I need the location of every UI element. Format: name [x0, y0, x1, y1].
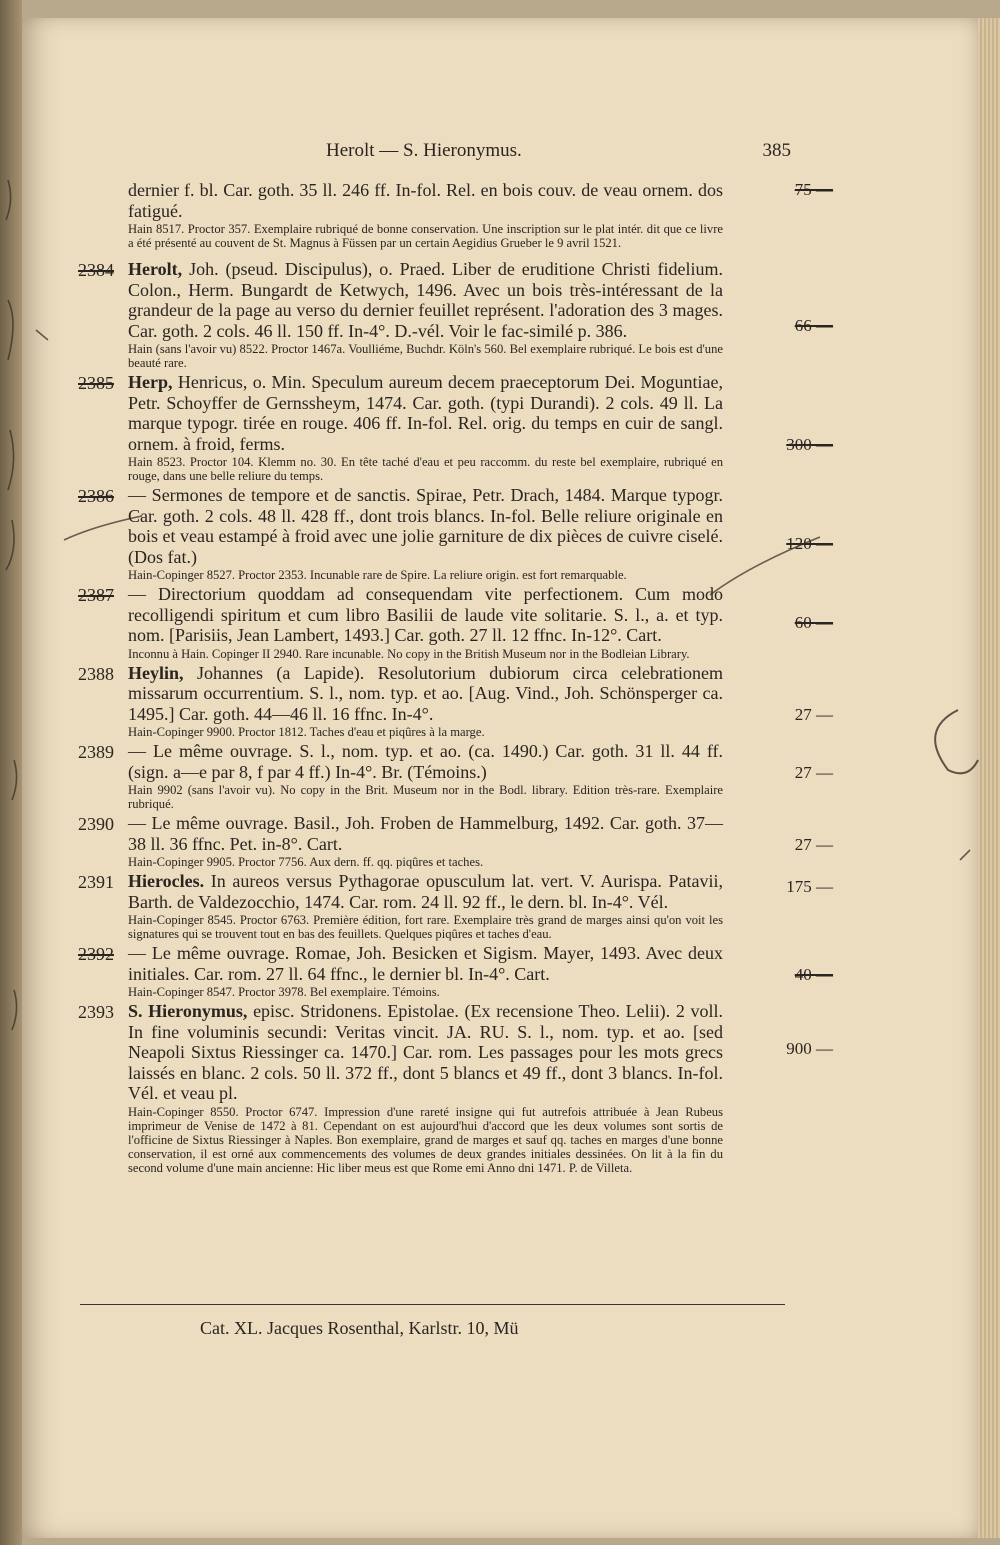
- entry-note: Hain-Copinger 9905. Proctor 7756. Aux dern. ff. qq. piqûres et taches.: [128, 855, 484, 869]
- entry-number: 2388: [78, 663, 114, 684]
- entry-text: — Le même ouvrage. Basil., Joh. Froben de Hammelburg, 1492. Car. goth. 37—38 ll. 36 ffnc. Pet. in-8°. Cart.: [128, 813, 723, 854]
- entry-text: dernier f. bl. Car. goth. 35 ll. 246 ff. In-fol. Rel. en bois couv. de veau ornem. dos fatigué.: [128, 180, 723, 221]
- entry-number: 2385: [78, 373, 114, 393]
- entry-price: 900 —: [786, 1038, 833, 1058]
- entry-note: Hain 8517. Proctor 357. Exemplaire rubriqué de bonne conservation. Une inscription sur le plat intér. dit que ce livre a été présenté au couvent de St. Magnus à Füssen par un certain Aegidius Grueber le 9 avril 1521.: [128, 222, 723, 250]
- book-gutter: [0, 0, 22, 1545]
- page-footer: Cat. XL. Jacques Rosenthal, Karlstr. 10, Mü: [200, 1318, 519, 1338]
- entry-content: [128, 180, 723, 252]
- entry-number: [78, 180, 128, 181]
- entry-text: [128, 1001, 723, 1104]
- entry-note: Hain 9902 (sans l'avoir vu). No copy in the Brit. Museum nor in the Bodl. library. Edition très-rare. Exemplaire rubriqué.: [128, 783, 723, 811]
- entry-text: — Le même ouvrage. Romae, Joh. Besicken et Sigism. Mayer, 1493. Avec deux initiales. Car. rom. 27 ll. 64 ffnc., le dernier bl. In-4°. Cart.: [128, 943, 723, 984]
- entry-text: — Le même ouvrage. S. l., nom. typ. et ao. (ca. 1490.) Car. goth. 31 ll. 44 ff. (sign. a—e par 8, f par 4 ff.) In-4°. Br. (Témoins.): [128, 741, 723, 782]
- catalog-entry: [78, 663, 838, 742]
- entry-body: Henricus, o. Min. Speculum aureum decem praeceptorum Dei. Moguntiae, Petr. Schoyffer de Gernssheym, 1474. Car. goth. (typi Durandi). 2 cols. 49 ll. La marque typogr. tirée en rouge. 406 ff. In-fol. Rel. orig. du temps en cuir de sangl. ornem. à froid, ferms.: [128, 372, 724, 454]
- entry-body: In aureos versus Pythagorae opusculum lat. vert. V. Aurispa. Patavii, Barth. de Valdezocchio, 1474. Car. rom. 24 ll. 92 ff., le dern. bl. In-4°. Vél.: [128, 871, 723, 912]
- entry-note: Hain-Copinger 9900. Proctor 1812. Taches d'eau et piqûres à la marge.: [128, 725, 485, 739]
- entry-note: Inconnu à Hain. Copinger II 2940. Rare incunable. No copy in the British Museum nor in the Bodleian Library.: [128, 646, 690, 661]
- header-title: Herolt — S. Hieronymus.: [326, 140, 522, 161]
- catalog-entry: [78, 1001, 838, 1177]
- entry-price: 66 —: [794, 316, 833, 335]
- entry-text: [128, 259, 723, 341]
- entry-content: [128, 871, 723, 943]
- entry-number: 2386: [78, 486, 114, 506]
- entry-body: Johannes (a Lapide). Resolutorium dubiorum circa celebrationem missarum occurrentium. S. l., nom. typ. et ao. [Aug. Vind., Joh. Schönsperger ca. 1495.] Car. goth. 44—46 ll. 16 ffnc. In-4°.: [128, 662, 724, 724]
- entry-note: Hain-Copinger 8550. Proctor 6747. Impression d'une rareté insigne qui fut autrefois attribuée à Jean Rubeus imprimeur de Venise de 1472 à 81. Cependant on est aujourd'hui d'accord que les deux volumes sont sortis de l'officine de Sixtus Riessinger à Naples. Bon exemplaire, grand de marges et sauf qq. taches en marges d'une bonne conservation, il est orné aux commencements des volumes de deux grandes initiales dessinées. On lit à la fin du second volume d'une main ancienne: Hic liber meus est que Rome emi Anno dni 1471. P. de Villeta.: [128, 1104, 723, 1175]
- entry-price: 300 —: [786, 435, 833, 454]
- entry-note: Hain-Copinger 8545. Proctor 6763. Première édition, fort rare. Exemplaire très grand de marges ainsi qu'on voit les signatures qui se trouvent tout en bas des feuillets. Quelques piqûres et taches d'eau.: [128, 913, 723, 941]
- page-edge: [978, 18, 1000, 1538]
- entry-price: 27 —: [794, 763, 833, 782]
- catalog-entry: [78, 180, 838, 258]
- catalog-entry: [78, 813, 838, 871]
- entry-heading: Heylin,: [128, 662, 184, 683]
- catalog-entry: [78, 372, 838, 485]
- entry-content: [128, 259, 723, 372]
- entry-number: 2390: [78, 814, 114, 834]
- entry-price: 120 —: [786, 534, 833, 553]
- entry-content: [128, 663, 723, 742]
- catalog-entry: [78, 741, 838, 813]
- entry-price: 60 —: [794, 612, 833, 632]
- page-number: 385: [762, 140, 791, 161]
- catalog-entry: [78, 584, 838, 663]
- footer-rule: [80, 1304, 785, 1305]
- entry-price: 27 —: [794, 835, 833, 854]
- entry-heading: Hierocles.: [128, 871, 205, 891]
- entry-text: [128, 663, 723, 725]
- entry-price: 175 —: [786, 877, 833, 896]
- entry-number: 2387: [78, 585, 114, 605]
- entry-heading: Herolt,: [128, 259, 183, 279]
- catalog-entry: [78, 485, 838, 584]
- catalog-entry: [78, 259, 838, 372]
- entry-body: Joh. (pseud. Discipulus), o. Praed. Liber de eruditione Christi fidelium. Colon., Herm. Bungardt de Ketwych, 1496. Avec un bois très-intéressant de la grandeur de la page au verso du dernier feuillet représent. l'adoration des 3 mages. Car. goth. 2 cols. 46 ll. 150 ff. In-4°. D.-vél. Voir le fac-similé p. 386.: [128, 259, 724, 341]
- entry-content: [128, 1001, 723, 1177]
- entry-number: 2384: [78, 260, 114, 280]
- entry-note: Hain-Copinger 8547. Proctor 3978. Bel exemplaire. Témoins.: [128, 985, 440, 999]
- entry-note: Hain-Copinger 8527. Proctor 2353. Incunable rare de Spire. La reliure origin. est fort remarquable.: [128, 568, 627, 582]
- entry-note: Hain 8523. Proctor 104. Klemm no. 30. En tête taché d'eau et peu raccomm. du reste bel exemplaire, rubriqué en rouge, dans une belle reliure du temps.: [128, 455, 723, 483]
- entry-price: 75 —: [794, 180, 833, 199]
- entry-content: [128, 372, 723, 485]
- catalog-entry: [78, 943, 838, 1001]
- entry-text: [128, 372, 723, 454]
- entry-body: episc. Stridonens. Epistolae. (Ex recensione Theo. Lelii). 2 voll. In fine voluminis secundi: Veritas vincit. JA. RU. S. l., nom. typ. et ao. [sed Neapoli Sixtus Riessinger ca. 1470.] Car. rom. Les passages pour les mots grecs laissés en blanc. 2 cols. 50 ll. 372 ff., dont 5 blancs et 49 ff., dont 3 blancs. In-fol. Vél. et veau pl.: [128, 1001, 724, 1103]
- entry-price: 40 —: [794, 965, 833, 984]
- entry-content: [128, 943, 723, 1001]
- catalog-entry: [78, 871, 838, 943]
- entry-content: [128, 741, 723, 813]
- entry-number: 2389: [78, 742, 114, 762]
- entry-price: 27 —: [794, 705, 833, 724]
- entry-content: [128, 584, 723, 663]
- entry-content: [128, 813, 723, 871]
- entry-number: 2393: [78, 1002, 114, 1022]
- catalog-body: [78, 180, 838, 1177]
- entry-text: — Directorium quoddam ad consequendam vite perfectionem. Cum modo recolligendi spiritum et cum libro Basilii de laude vite solitarie. S. l., a. et typ. nom. [Parisiis, Jean Lambert, 1493.] Car. goth. 27 ll. 12 ffnc. In-12°. Cart.: [128, 584, 723, 645]
- entry-number: 2392: [78, 944, 114, 964]
- entry-number: 2391: [78, 872, 114, 892]
- entry-content: [128, 485, 723, 584]
- entry-text: — Sermones de tempore et de sanctis. Spirae, Petr. Drach, 1484. Marque typogr. Car. goth. 2 cols. 48 ll. 428 ff., dont trois blancs. In-fol. Belle reliure originale en bois et veau estampé à froid avec une jolie garniture de dix pièces de cuivre ciselé. (Dos fat.): [128, 485, 723, 567]
- entry-text: [128, 871, 723, 912]
- running-header: [326, 140, 791, 162]
- entry-note: Hain (sans l'avoir vu) 8522. Proctor 1467a. Voulliéme, Buchdr. Köln's 560. Bel exemplaire rubriqué. Le bois est d'une beauté rare.: [128, 342, 723, 370]
- entry-heading: Herp,: [128, 372, 173, 392]
- entry-heading: S. Hieronymus,: [128, 1001, 248, 1021]
